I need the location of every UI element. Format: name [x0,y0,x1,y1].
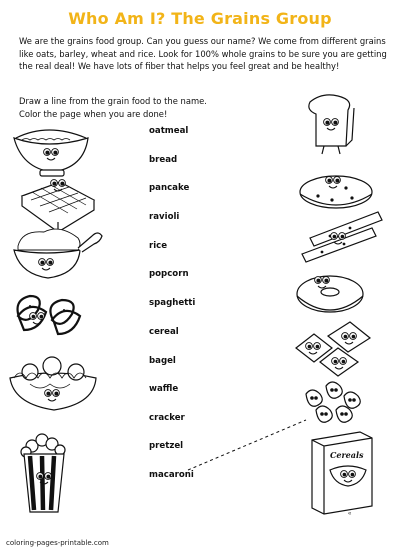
watermark-text: coloring-pages-printable.com [6,539,109,547]
page-title: Who Am I? The Grains Group [68,9,332,28]
example-dashed-line [188,420,306,470]
word-pretzel: pretzel [149,441,184,451]
word-rice: rice [149,241,168,251]
word-cereal: cereal [149,327,179,337]
word-oatmeal: oatmeal [149,126,189,136]
instruction-line-2: Color the page when you are done! [19,108,168,119]
word-bread: bread [149,155,178,165]
page-mark: « [348,511,352,517]
cereal-box-icon [312,432,372,514]
word-cracker: cracker [149,413,185,423]
bagel-icon [297,276,363,312]
instruction-line-1: Draw a line from the grain food to the name. [19,96,207,106]
word-bagel: bagel [149,356,176,366]
word-popcorn: popcorn [149,269,189,279]
word-pancake: pancake [149,183,190,193]
waffle-icon [22,180,94,232]
bread-slice-icon [309,95,354,154]
intro-paragraph: We are the grains food group. Can you guess our name? We come from different grains like oats, barley, wheat and rice. Look for 100% whole grains to be sure you are getting the real deal! We have lots of fiber that helps you feel great and be healthy! [19,36,387,71]
word-macaroni: macaroni [149,470,194,480]
pretzel-icon [18,296,80,334]
spaghetti-bowl-icon [10,357,96,410]
ravioli-icon [296,322,370,376]
word-ravioli: ravioli [149,212,180,222]
rice-bowl-icon [14,229,102,278]
word-spaghetti: spaghetti [149,298,196,308]
word-waffle: waffle [149,384,179,394]
oatmeal-bowl-icon [14,130,88,176]
crackers-icon [302,212,382,262]
popcorn-icon [21,434,65,512]
pancake-icon [300,176,372,208]
cereal-box-label: Cereals [330,450,364,460]
macaroni-icon [306,382,360,422]
